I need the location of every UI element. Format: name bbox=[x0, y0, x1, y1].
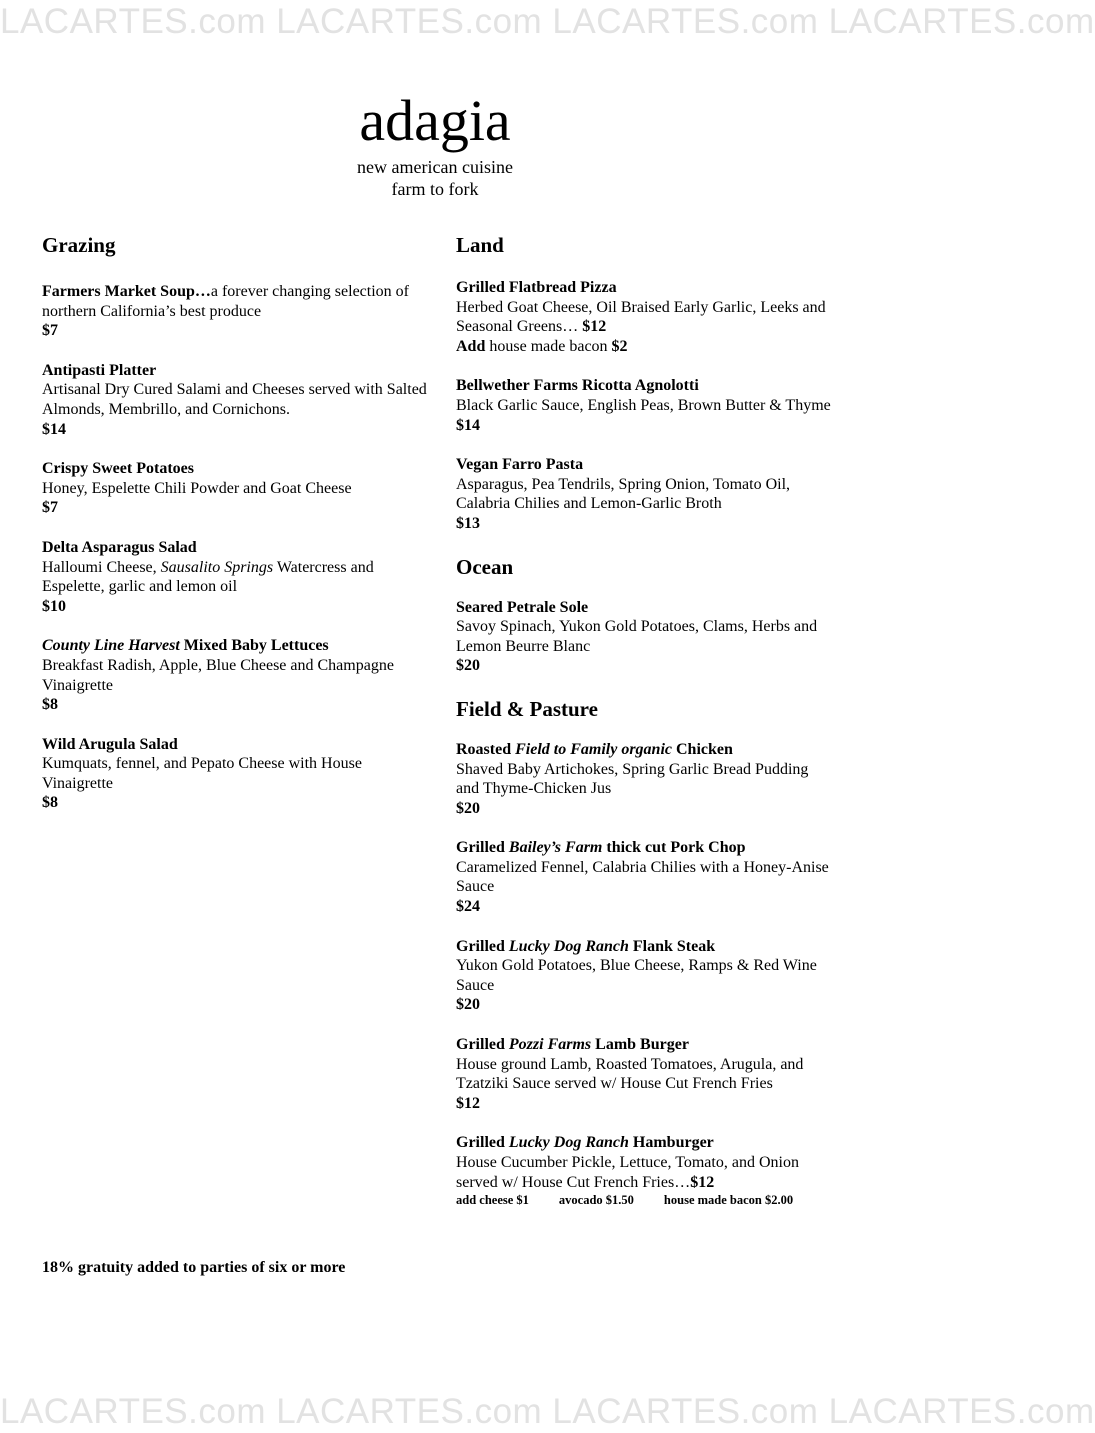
item-price: $14 bbox=[42, 420, 66, 438]
menu-item bbox=[42, 459, 432, 518]
item-name: Grilled Bailey’s Farm thick cut Pork Chop bbox=[456, 839, 746, 857]
item-description: Black Garlic Sauce, English Peas, Brown Butter & Thyme bbox=[456, 396, 831, 414]
item-description: Savoy Spinach, Yukon Gold Potatoes, Clams, Herbs and Lemon Beurre Blanc bbox=[456, 618, 818, 655]
item-name: Crispy Sweet Potatoes bbox=[42, 460, 194, 478]
menu-item bbox=[456, 455, 831, 533]
menu-item bbox=[456, 937, 831, 1015]
right-column bbox=[456, 232, 831, 1228]
menu-item bbox=[42, 282, 432, 341]
menu-item bbox=[456, 838, 831, 916]
restaurant-name: adagia bbox=[359, 88, 511, 153]
menu-item bbox=[456, 1133, 831, 1208]
gratuity-note: 18% gratuity added to parties of six or more bbox=[42, 1259, 346, 1276]
item-name: Bellwether Farms Ricotta Agnolotti bbox=[456, 377, 699, 395]
item-description: Kumquats, fennel, and Pepato Cheese with House Vinaigrette bbox=[42, 755, 362, 792]
item-name: Grilled Flatbread Pizza bbox=[456, 279, 617, 296]
item-description: House Cucumber Pickle, Lettuce, Tomato, and Onion served w/ House Cut French Fries… bbox=[456, 1154, 799, 1191]
menu-item bbox=[456, 598, 831, 676]
section-title-land: Land bbox=[456, 233, 504, 257]
section-title-field-pasture: Field & Pasture bbox=[456, 696, 598, 721]
addon-text: house made bacon bbox=[485, 337, 612, 355]
item-price: $20 bbox=[456, 799, 480, 817]
item-name: Vegan Farro Pasta bbox=[456, 456, 584, 474]
tagline-farm: farm to fork bbox=[391, 179, 479, 199]
item-name: Wild Arugula Salad bbox=[42, 735, 178, 753]
item-price: $12 bbox=[456, 1094, 480, 1112]
menu-item bbox=[456, 278, 831, 356]
item-price: $7 bbox=[42, 322, 58, 340]
section-title-grazing: Grazing bbox=[42, 233, 116, 257]
item-name: Grilled Lucky Dog Ranch Hamburger bbox=[456, 1134, 714, 1152]
addon-avocado: avocado $1.50 bbox=[558, 1193, 634, 1208]
item-price: $8 bbox=[42, 794, 58, 812]
item-price: $8 bbox=[42, 696, 58, 714]
menu-item bbox=[42, 361, 432, 439]
item-description: Artisanal Dry Cured Salami and Cheeses served with Salted Almonds, Membrillo, and Cornichons. bbox=[42, 381, 427, 418]
menu-item bbox=[42, 538, 432, 616]
item-description: Caramelized Fennel, Calabria Chilies with a Honey-Anise Sauce bbox=[456, 858, 829, 896]
watermark-bottom: LACARTES.com LACARTES.com LACARTES.com LACARTES.com bbox=[0, 1392, 1095, 1431]
item-name: Seared Petrale Sole bbox=[456, 598, 589, 616]
item-price: $12 bbox=[582, 318, 607, 336]
item-name: Grilled Lucky Dog Ranch Flank Steak bbox=[456, 937, 716, 955]
item-name: Delta Asparagus Salad bbox=[42, 538, 197, 556]
addon-bacon: house made bacon $2.00 bbox=[663, 1193, 794, 1208]
menu-item bbox=[42, 735, 432, 813]
menu-item bbox=[456, 1035, 831, 1113]
left-column bbox=[42, 232, 432, 833]
item-price: $10 bbox=[42, 597, 66, 615]
item-description: Breakfast Radish, Apple, Blue Cheese and Champagne Vinaigrette bbox=[42, 656, 394, 694]
menu-item bbox=[456, 740, 831, 818]
section-title-ocean: Ocean bbox=[456, 554, 514, 579]
watermark-top: LACARTES.com LACARTES.com LACARTES.com LACARTES.com bbox=[0, 2, 1095, 41]
item-price: $20 bbox=[456, 996, 480, 1014]
item-price: $12 bbox=[690, 1173, 715, 1191]
item-name: Antipasti Platter bbox=[42, 361, 157, 379]
menu-item bbox=[42, 636, 432, 714]
tagline-cuisine: new american cuisine bbox=[357, 157, 513, 177]
item-description: House ground Lamb, Roasted Tomatoes, Arugula, and Tzatziki Sauce served w/ House Cut French Fries bbox=[456, 1055, 804, 1093]
item-description: Herbed Goat Cheese, Oil Braised Early Garlic, Leeks and Seasonal Greens… bbox=[456, 298, 826, 336]
menu-item bbox=[456, 376, 831, 435]
item-name: Grilled Pozzi Farms Lamb Burger bbox=[456, 1036, 689, 1054]
addon-label: Add bbox=[456, 337, 486, 355]
item-price: $24 bbox=[456, 898, 480, 916]
item-name: Roasted Field to Family organic Chicken bbox=[456, 740, 733, 758]
menu-header bbox=[0, 86, 870, 200]
item-name: County Line Harvest Mixed Baby Lettuces bbox=[42, 637, 329, 655]
item-description: Honey, Espelette Chili Powder and Goat Cheese bbox=[42, 479, 352, 497]
addon-price: $2 bbox=[611, 337, 628, 355]
hamburger-addons bbox=[456, 1192, 831, 1208]
item-description: a forever changing selection of northern California’s best produce bbox=[42, 283, 409, 320]
item-name: Farmers Market Soup… bbox=[42, 283, 211, 300]
item-description: Asparagus, Pea Tendrils, Spring Onion, Tomato Oil, Calabria Chilies and Lemon-Garlic Broth bbox=[456, 475, 791, 513]
addon-cheese: add cheese $1 bbox=[456, 1193, 529, 1208]
item-price: $14 bbox=[456, 416, 480, 434]
item-price: $20 bbox=[456, 657, 480, 675]
item-price: $13 bbox=[456, 514, 480, 532]
item-description: Yukon Gold Potatoes, Blue Cheese, Ramps & Red Wine Sauce bbox=[456, 957, 817, 994]
item-description: Halloumi Cheese, Sausalito Springs Watercress and Espelette, garlic and lemon oil bbox=[42, 558, 374, 596]
item-price: $7 bbox=[42, 499, 58, 517]
item-description: Shaved Baby Artichokes, Spring Garlic Bread Pudding and Thyme-Chicken Jus bbox=[456, 760, 809, 798]
